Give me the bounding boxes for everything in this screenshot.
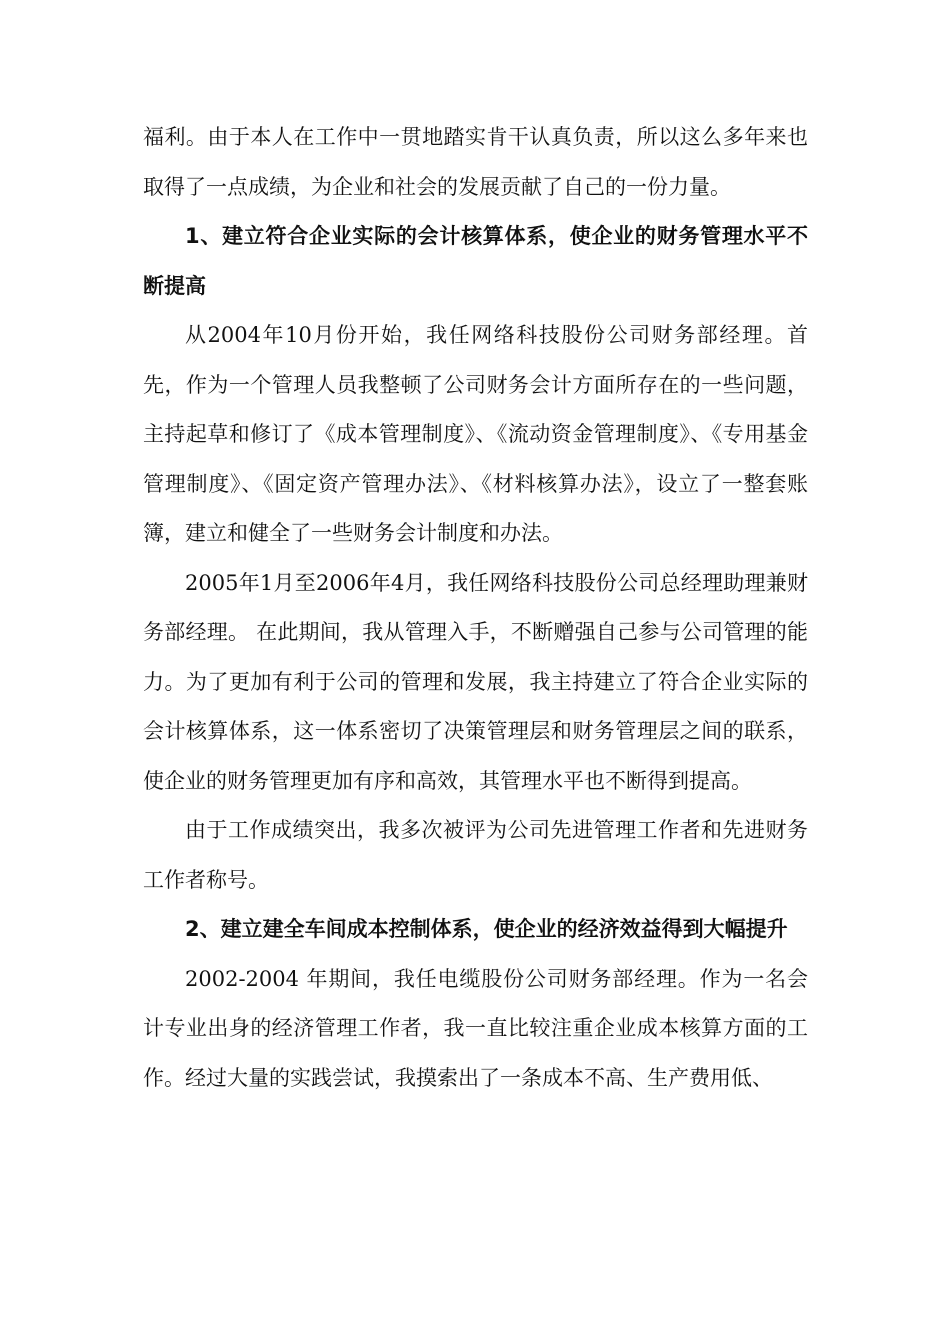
paragraph-3: 由于工作成绩突出，我多次被评为公司先进管理工作者和先进财务工作者称号。 bbox=[143, 818, 808, 892]
paragraph-continuation: 福利。由于本人在工作中一贯地踏实肯干认真负责，所以这么多年来也取得了一点成绩，为企业和社会的发展贡献了自己的一份力量。 bbox=[143, 125, 808, 199]
paragraph-2: 2005年1月至2006年4月，我任网络科技股份公司总经理助理兼财务部经理。 在此期间，我从管理入手，不断赠强自己参与公司管理的能力。为了更加有利于公司的管理和发展，我主持建立了符合企业实际的会计核算体系，这一体系密切了决策管理层和财务管理层之间的联系，使企业的财务管理更加有序和高效，其管理水平也不断得到提高。 bbox=[143, 570, 808, 793]
section-heading-1: 1、建立符合企业实际的会计核算体系，使企业的财务管理水平不断提高 bbox=[143, 224, 808, 298]
paragraph-1: 从2004年10月份开始，我任网络科技股份公司财务部经理。首先，作为一个管理人员我整顿了公司财务会计方面所存在的一些问题，主持起草和修订了《成本管理制度》、《流动资金管理制度》、《专用基金管理制度》、《固定资产管理办法》、《材料核算办法》，设立了一整套账簿，建立和健全了一些财务会计制度和办法。 bbox=[143, 323, 808, 545]
paragraph-4: 2002-2004 年期间，我任电缆股份公司财务部经理。作为一名会计专业出身的经济管理工作者，我一直比较注重企业成本核算方面的工作。经过大量的实践尝试，我摸索出了一条成本不高、生产费用低、 bbox=[143, 966, 808, 1090]
document-body bbox=[143, 113, 808, 1103]
section-heading-2: 2、建立建全车间成本控制体系，使企业的经济效益得到大幅提升 bbox=[185, 917, 788, 941]
